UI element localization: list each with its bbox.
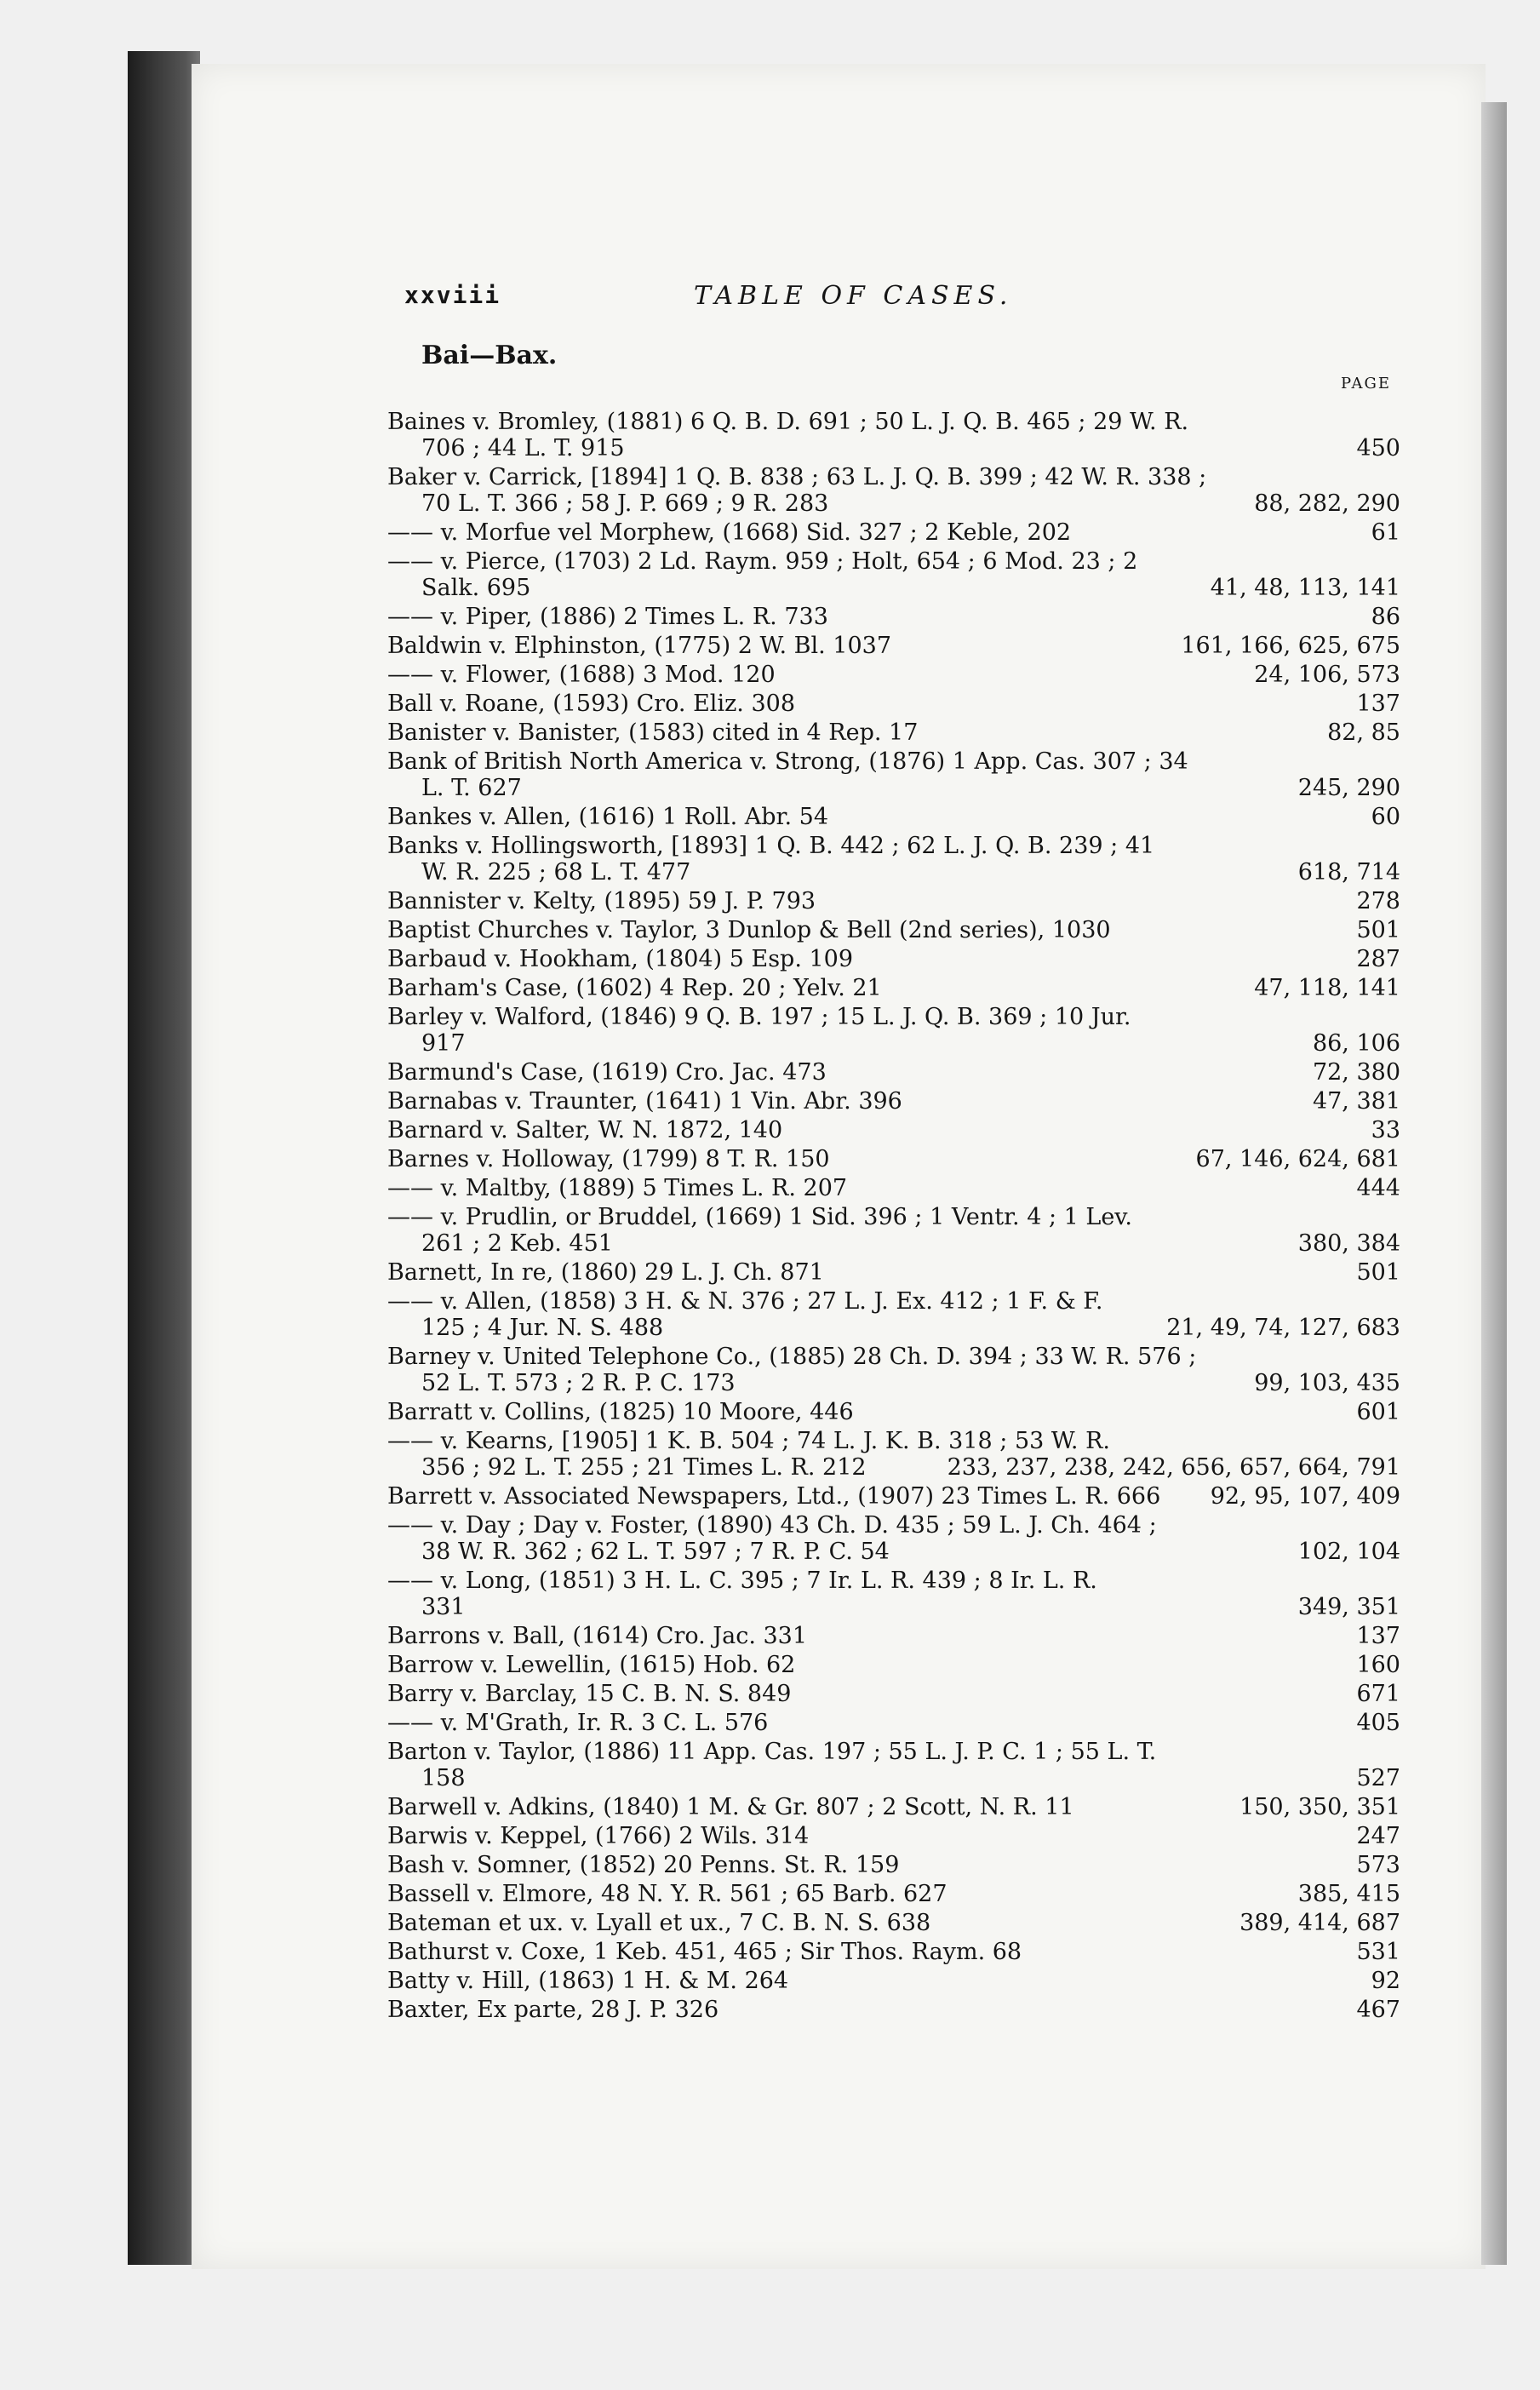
- case-citation: Bassell v. Elmore, 48 N. Y. R. 561 ; 65 Barb. 627: [387, 1881, 947, 1907]
- case-page-refs: 531: [1356, 1939, 1400, 1965]
- case-entry: [387, 1117, 1400, 1143]
- case-citation: —— v. Prudlin, or Bruddel, (1669) 1 Sid. 396 ; 1 Ventr. 4 ; 1 Lev.: [387, 1204, 1132, 1230]
- case-entry: [387, 1004, 1400, 1057]
- case-entry: [387, 1739, 1400, 1791]
- case-page-refs: 671: [1356, 1681, 1400, 1707]
- case-entry: [387, 1088, 1400, 1115]
- case-list: [387, 409, 1400, 2026]
- case-page-refs: 501: [1356, 917, 1400, 943]
- case-entry: [387, 1997, 1400, 2023]
- case-page-refs: 24, 106, 573: [1254, 662, 1400, 688]
- case-citation: Barham's Case, (1602) 4 Rep. 20 ; Yelv. 21: [387, 975, 882, 1001]
- case-entry: [387, 833, 1400, 886]
- case-citation: —— v. Flower, (1688) 3 Mod. 120: [387, 662, 776, 688]
- case-entry: [387, 917, 1400, 943]
- case-citation: Bannister v. Kelty, (1895) 59 J. P. 793: [387, 888, 816, 914]
- case-citation: Baines v. Bromley, (1881) 6 Q. B. D. 691 ; 50 L. J. Q. B. 465 ; 29 W. R.: [387, 409, 1189, 435]
- case-entry: [387, 1344, 1400, 1396]
- case-citation: Barwis v. Keppel, (1766) 2 Wils. 314: [387, 1823, 810, 1849]
- case-citation: Barney v. United Telephone Co., (1885) 28 Ch. D. 394 ; 33 W. R. 576 ;: [387, 1344, 1197, 1370]
- case-page-refs: 102, 104: [1297, 1539, 1400, 1565]
- case-citation: —— v. Allen, (1858) 3 H. & N. 376 ; 27 L. J. Ex. 412 ; 1 F. & F.: [387, 1288, 1103, 1315]
- case-entry: [387, 548, 1400, 601]
- case-entry: [387, 1910, 1400, 1936]
- case-citation: —— v. M'Grath, Ir. R. 3 C. L. 576: [387, 1710, 769, 1736]
- case-entry: [387, 804, 1400, 830]
- case-entry: [387, 633, 1400, 659]
- case-page-refs: 82, 85: [1327, 719, 1400, 746]
- case-entry: [387, 1512, 1400, 1565]
- case-citation: Bathurst v. Coxe, 1 Keb. 451, 465 ; Sir Thos. Raym. 68: [387, 1939, 1022, 1965]
- case-entry: [387, 1204, 1400, 1257]
- case-entry: [387, 1288, 1400, 1341]
- book-spine: [128, 51, 200, 2265]
- case-citation-continued: 38 W. R. 362 ; 62 L. T. 597 ; 7 R. P. C. 54: [421, 1539, 890, 1565]
- case-citation: Banister v. Banister, (1583) cited in 4 Rep. 17: [387, 719, 919, 746]
- case-citation: —— v. Piper, (1886) 2 Times L. R. 733: [387, 604, 828, 630]
- case-entry: [387, 1623, 1400, 1649]
- section-heading: Bai—Bax.: [421, 341, 558, 370]
- case-citation: Barley v. Walford, (1846) 9 Q. B. 197 ; 15 L. J. Q. B. 369 ; 10 Jur.: [387, 1004, 1131, 1030]
- case-citation: Banks v. Hollingsworth, [1893] 1 Q. B. 442 ; 62 L. J. Q. B. 239 ; 41: [387, 833, 1155, 859]
- case-entry: [387, 464, 1400, 517]
- case-entry: [387, 1939, 1400, 1965]
- case-page-refs: 405: [1356, 1710, 1400, 1736]
- case-entry: [387, 662, 1400, 688]
- case-page-refs: 41, 48, 113, 141: [1210, 575, 1400, 601]
- case-entry: [387, 1681, 1400, 1707]
- case-page-refs: 380, 384: [1297, 1230, 1400, 1257]
- case-page-refs: 247: [1356, 1823, 1400, 1849]
- case-page-refs: 450: [1356, 435, 1400, 461]
- case-page-refs: 86: [1371, 604, 1400, 630]
- case-citation: Barratt v. Collins, (1825) 10 Moore, 446: [387, 1399, 854, 1425]
- case-page-refs: 233, 237, 238, 242, 656, 657, 664, 791: [947, 1454, 1400, 1481]
- case-citation-continued: 158: [421, 1765, 466, 1791]
- page-number: xxviii: [404, 281, 501, 309]
- case-citation: Bank of British North America v. Strong, (1876) 1 App. Cas. 307 ; 34: [387, 748, 1188, 775]
- case-citation: —— v. Kearns, [1905] 1 K. B. 504 ; 74 L. J. K. B. 318 ; 53 W. R.: [387, 1428, 1111, 1454]
- case-citation-continued: 356 ; 92 L. T. 255 ; 21 Times L. R. 212: [421, 1454, 867, 1481]
- case-page-refs: 278: [1356, 888, 1400, 914]
- case-entry: [387, 604, 1400, 630]
- case-page-refs: 99, 103, 435: [1254, 1370, 1400, 1396]
- case-page-refs: 501: [1356, 1259, 1400, 1286]
- case-citation-continued: 125 ; 4 Jur. N. S. 488: [421, 1315, 664, 1341]
- case-page-refs: 601: [1356, 1399, 1400, 1425]
- case-page-refs: 444: [1356, 1175, 1400, 1201]
- case-citation: Barnett, In re, (1860) 29 L. J. Ch. 871: [387, 1259, 824, 1286]
- case-entry: [387, 975, 1400, 1001]
- case-citation: Bash v. Somner, (1852) 20 Penns. St. R. 159: [387, 1852, 900, 1878]
- case-citation-continued: 52 L. T. 573 ; 2 R. P. C. 173: [421, 1370, 736, 1396]
- case-citation: Barwell v. Adkins, (1840) 1 M. & Gr. 807 ; 2 Scott, N. R. 11: [387, 1794, 1074, 1820]
- case-page-refs: 60: [1371, 804, 1400, 830]
- case-citation: Barrow v. Lewellin, (1615) Hob. 62: [387, 1652, 796, 1678]
- case-citation: Barnabas v. Traunter, (1641) 1 Vin. Abr. 396: [387, 1088, 902, 1115]
- case-page-refs: 573: [1356, 1852, 1400, 1878]
- case-page-refs: 72, 380: [1312, 1059, 1400, 1086]
- case-page-refs: 47, 118, 141: [1254, 975, 1400, 1001]
- case-page-refs: 389, 414, 687: [1239, 1910, 1400, 1936]
- page-column-label: PAGE: [1341, 375, 1391, 393]
- case-citation: —— v. Pierce, (1703) 2 Ld. Raym. 959 ; Holt, 654 ; 6 Mod. 23 ; 2: [387, 548, 1138, 575]
- case-citation: —— v. Day ; Day v. Foster, (1890) 43 Ch. D. 435 ; 59 L. J. Ch. 464 ;: [387, 1512, 1157, 1539]
- case-citation: Barnes v. Holloway, (1799) 8 T. R. 150: [387, 1146, 830, 1172]
- page-edge-shadow: [1481, 102, 1507, 2265]
- case-page-refs: 618, 714: [1297, 859, 1400, 886]
- case-page-refs: 92, 95, 107, 409: [1210, 1483, 1400, 1510]
- case-page-refs: 67, 146, 624, 681: [1195, 1146, 1400, 1172]
- case-page-refs: 86, 106: [1312, 1030, 1400, 1057]
- case-citation-continued: Salk. 695: [421, 575, 531, 601]
- case-page-refs: 137: [1356, 1623, 1400, 1649]
- case-entry: [387, 1568, 1400, 1620]
- case-entry: [387, 1794, 1400, 1820]
- case-page-refs: 88, 282, 290: [1254, 490, 1400, 517]
- case-entry: [387, 748, 1400, 801]
- case-entry: [387, 1175, 1400, 1201]
- case-entry: [387, 1428, 1400, 1481]
- case-page-refs: 150, 350, 351: [1239, 1794, 1400, 1820]
- case-entry: [387, 1059, 1400, 1086]
- case-page-refs: 385, 415: [1297, 1881, 1400, 1907]
- case-entry: [387, 691, 1400, 717]
- case-entry: [387, 1483, 1400, 1510]
- case-entry: [387, 946, 1400, 972]
- case-citation: Barrons v. Ball, (1614) Cro. Jac. 331: [387, 1623, 808, 1649]
- case-entry: [387, 409, 1400, 461]
- case-page-refs: 527: [1356, 1765, 1400, 1791]
- case-page-refs: 61: [1371, 519, 1400, 546]
- case-citation: Barrett v. Associated Newspapers, Ltd., (1907) 23 Times L. R. 666: [387, 1483, 1161, 1510]
- case-citation-continued: 331: [421, 1594, 466, 1620]
- case-entry: [387, 1881, 1400, 1907]
- case-page-refs: 160: [1356, 1652, 1400, 1678]
- case-citation-continued: 706 ; 44 L. T. 915: [421, 435, 625, 461]
- case-entry: [387, 1399, 1400, 1425]
- case-citation-continued: W. R. 225 ; 68 L. T. 477: [421, 859, 691, 886]
- case-page-refs: 349, 351: [1297, 1594, 1400, 1620]
- case-page-refs: 21, 49, 74, 127, 683: [1166, 1315, 1400, 1341]
- case-entry: [387, 1146, 1400, 1172]
- case-citation-continued: L. T. 627: [421, 775, 522, 801]
- case-entry: [387, 1852, 1400, 1878]
- case-entry: [387, 1968, 1400, 1994]
- case-citation: Barry v. Barclay, 15 C. B. N. S. 849: [387, 1681, 792, 1707]
- case-page-refs: 137: [1356, 691, 1400, 717]
- case-citation: Ball v. Roane, (1593) Cro. Eliz. 308: [387, 691, 795, 717]
- case-citation: Bateman et ux. v. Lyall et ux., 7 C. B. N. S. 638: [387, 1910, 931, 1936]
- case-citation-continued: 917: [421, 1030, 466, 1057]
- case-citation: Baxter, Ex parte, 28 J. P. 326: [387, 1997, 719, 2023]
- case-citation: Batty v. Hill, (1863) 1 H. & M. 264: [387, 1968, 789, 1994]
- case-citation: Bankes v. Allen, (1616) 1 Roll. Abr. 54: [387, 804, 829, 830]
- case-citation: Barbaud v. Hookham, (1804) 5 Esp. 109: [387, 946, 854, 972]
- case-entry: [387, 1710, 1400, 1736]
- case-citation: —— v. Maltby, (1889) 5 Times L. R. 207: [387, 1175, 848, 1201]
- running-title: TABLE OF CASES.: [694, 281, 1013, 311]
- case-page-refs: 92: [1371, 1968, 1400, 1994]
- case-entry: [387, 1652, 1400, 1678]
- case-page-refs: 47, 381: [1312, 1088, 1400, 1115]
- page-header: [404, 281, 1400, 315]
- case-citation: Baldwin v. Elphinston, (1775) 2 W. Bl. 1037: [387, 633, 892, 659]
- case-citation: Barton v. Taylor, (1886) 11 App. Cas. 197 ; 55 L. J. P. C. 1 ; 55 L. T.: [387, 1739, 1157, 1765]
- case-page-refs: 467: [1356, 1997, 1400, 2023]
- case-citation: —— v. Morfue vel Morphew, (1668) Sid. 327 ; 2 Keble, 202: [387, 519, 1072, 546]
- case-page-refs: 161, 166, 625, 675: [1181, 633, 1400, 659]
- case-citation: Baptist Churches v. Taylor, 3 Dunlop & Bell (2nd series), 1030: [387, 917, 1111, 943]
- case-entry: [387, 1823, 1400, 1849]
- case-entry: [387, 719, 1400, 746]
- case-citation-continued: 261 ; 2 Keb. 451: [421, 1230, 613, 1257]
- case-citation: Barnard v. Salter, W. N. 1872, 140: [387, 1117, 783, 1143]
- case-citation-continued: 70 L. T. 366 ; 58 J. P. 669 ; 9 R. 283: [421, 490, 829, 517]
- case-page-refs: 33: [1371, 1117, 1400, 1143]
- case-citation: Baker v. Carrick, [1894] 1 Q. B. 838 ; 63 L. J. Q. B. 399 ; 42 W. R. 338 ;: [387, 464, 1207, 490]
- case-page-refs: 287: [1356, 946, 1400, 972]
- case-entry: [387, 1259, 1400, 1286]
- case-page-refs: 245, 290: [1297, 775, 1400, 801]
- case-citation: —— v. Long, (1851) 3 H. L. C. 395 ; 7 Ir. L. R. 439 ; 8 Ir. L. R.: [387, 1568, 1097, 1594]
- case-citation: Barmund's Case, (1619) Cro. Jac. 473: [387, 1059, 827, 1086]
- case-entry: [387, 519, 1400, 546]
- case-entry: [387, 888, 1400, 914]
